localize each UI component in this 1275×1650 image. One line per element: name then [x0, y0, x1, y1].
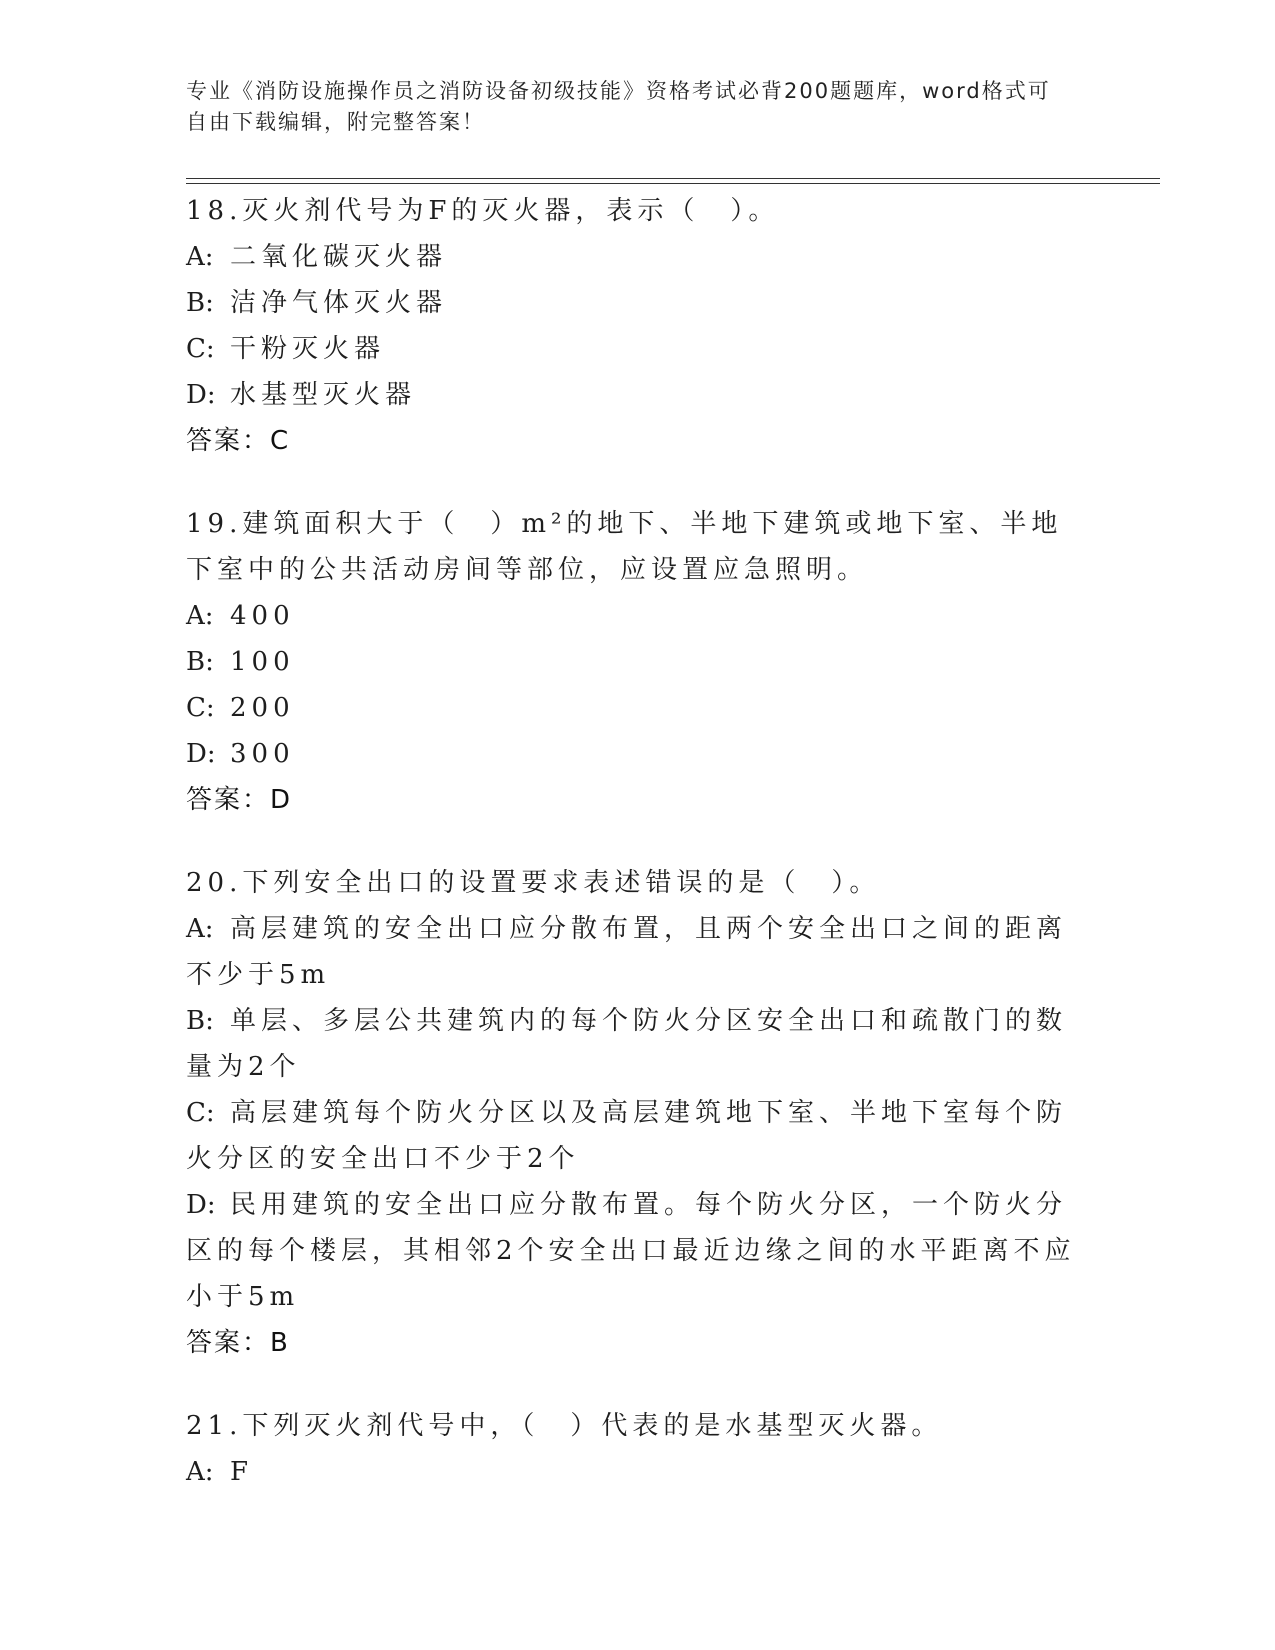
option-letter: D:	[186, 739, 216, 769]
option-c	[186, 1090, 1086, 1182]
option-d	[186, 1182, 1086, 1320]
option-a	[186, 906, 1086, 998]
option-text: 民用建筑的安全出口应分散布置。每个防火分区，一个防火分区的每个楼层，其相邻2个安全出口最近边缘之间的水平距离不应小于5m	[186, 1190, 1076, 1312]
option-letter: B:	[186, 647, 214, 677]
option-text: 二氧化碳灭火器	[230, 242, 448, 272]
option-text: 400	[230, 601, 295, 631]
option-letter: B:	[186, 1006, 214, 1036]
question-19	[186, 501, 1086, 823]
document-header	[186, 76, 1066, 138]
answer-line: 答案：C	[186, 426, 291, 456]
option-letter: A:	[186, 601, 214, 631]
option-a	[186, 234, 1086, 280]
question-18	[186, 188, 1086, 464]
option-letter: A:	[186, 1457, 214, 1487]
option-b	[186, 639, 1086, 685]
header-divider-bottom	[186, 183, 1160, 184]
question-stem: 21.下列灭火剂代号中，（ ）代表的是水基型灭火器。	[186, 1411, 943, 1441]
answer-line: 答案：B	[186, 1328, 290, 1358]
option-letter: A:	[186, 242, 214, 272]
option-b	[186, 280, 1086, 326]
question-list	[186, 188, 1086, 1532]
option-text: 200	[230, 693, 295, 723]
option-letter: D:	[186, 380, 216, 410]
option-c	[186, 326, 1086, 372]
option-d	[186, 731, 1086, 777]
option-text: 300	[230, 739, 295, 769]
question-stem: 18.灭火剂代号为F的灭火器，表示（ ）。	[186, 196, 780, 226]
option-text: 干粉灭火器	[230, 334, 386, 364]
option-text: 洁净气体灭火器	[230, 288, 448, 318]
option-text: 单层、多层公共建筑内的每个防火分区安全出口和疏散门的数量为2个	[186, 1006, 1068, 1082]
option-text: 高层建筑每个防火分区以及高层建筑地下室、半地下室每个防火分区的安全出口不少于2个	[186, 1098, 1068, 1174]
option-letter: D:	[186, 1190, 216, 1220]
option-letter: C:	[186, 334, 215, 364]
option-text: 高层建筑的安全出口应分散布置，且两个安全出口之间的距离不少于5m	[186, 914, 1068, 990]
answer-line: 答案：D	[186, 785, 293, 815]
option-text: 水基型灭火器	[230, 380, 417, 410]
question-21	[186, 1403, 1086, 1495]
option-letter: C:	[186, 693, 215, 723]
question-stem: 19.建筑面积大于（ ）m²的地下、半地下建筑或地下室、半地下室中的公共活动房间等部位，应设置应急照明。	[186, 509, 1063, 585]
question-20	[186, 860, 1086, 1366]
option-d	[186, 372, 1086, 418]
option-text: F	[230, 1457, 254, 1487]
option-text: 100	[230, 647, 295, 677]
option-letter: A:	[186, 914, 214, 944]
option-letter: B:	[186, 288, 214, 318]
header-divider-top	[186, 178, 1160, 179]
question-stem: 20.下列安全出口的设置要求表述错误的是（ ）。	[186, 868, 881, 898]
header-text: 专业《消防设施操作员之消防设备初级技能》资格考试必背200题题库，word格式可自由下载编辑，附完整答案！	[186, 79, 1051, 134]
option-b	[186, 998, 1086, 1090]
option-letter: C:	[186, 1098, 215, 1128]
option-a	[186, 593, 1086, 639]
option-c	[186, 685, 1086, 731]
option-a	[186, 1449, 1086, 1495]
